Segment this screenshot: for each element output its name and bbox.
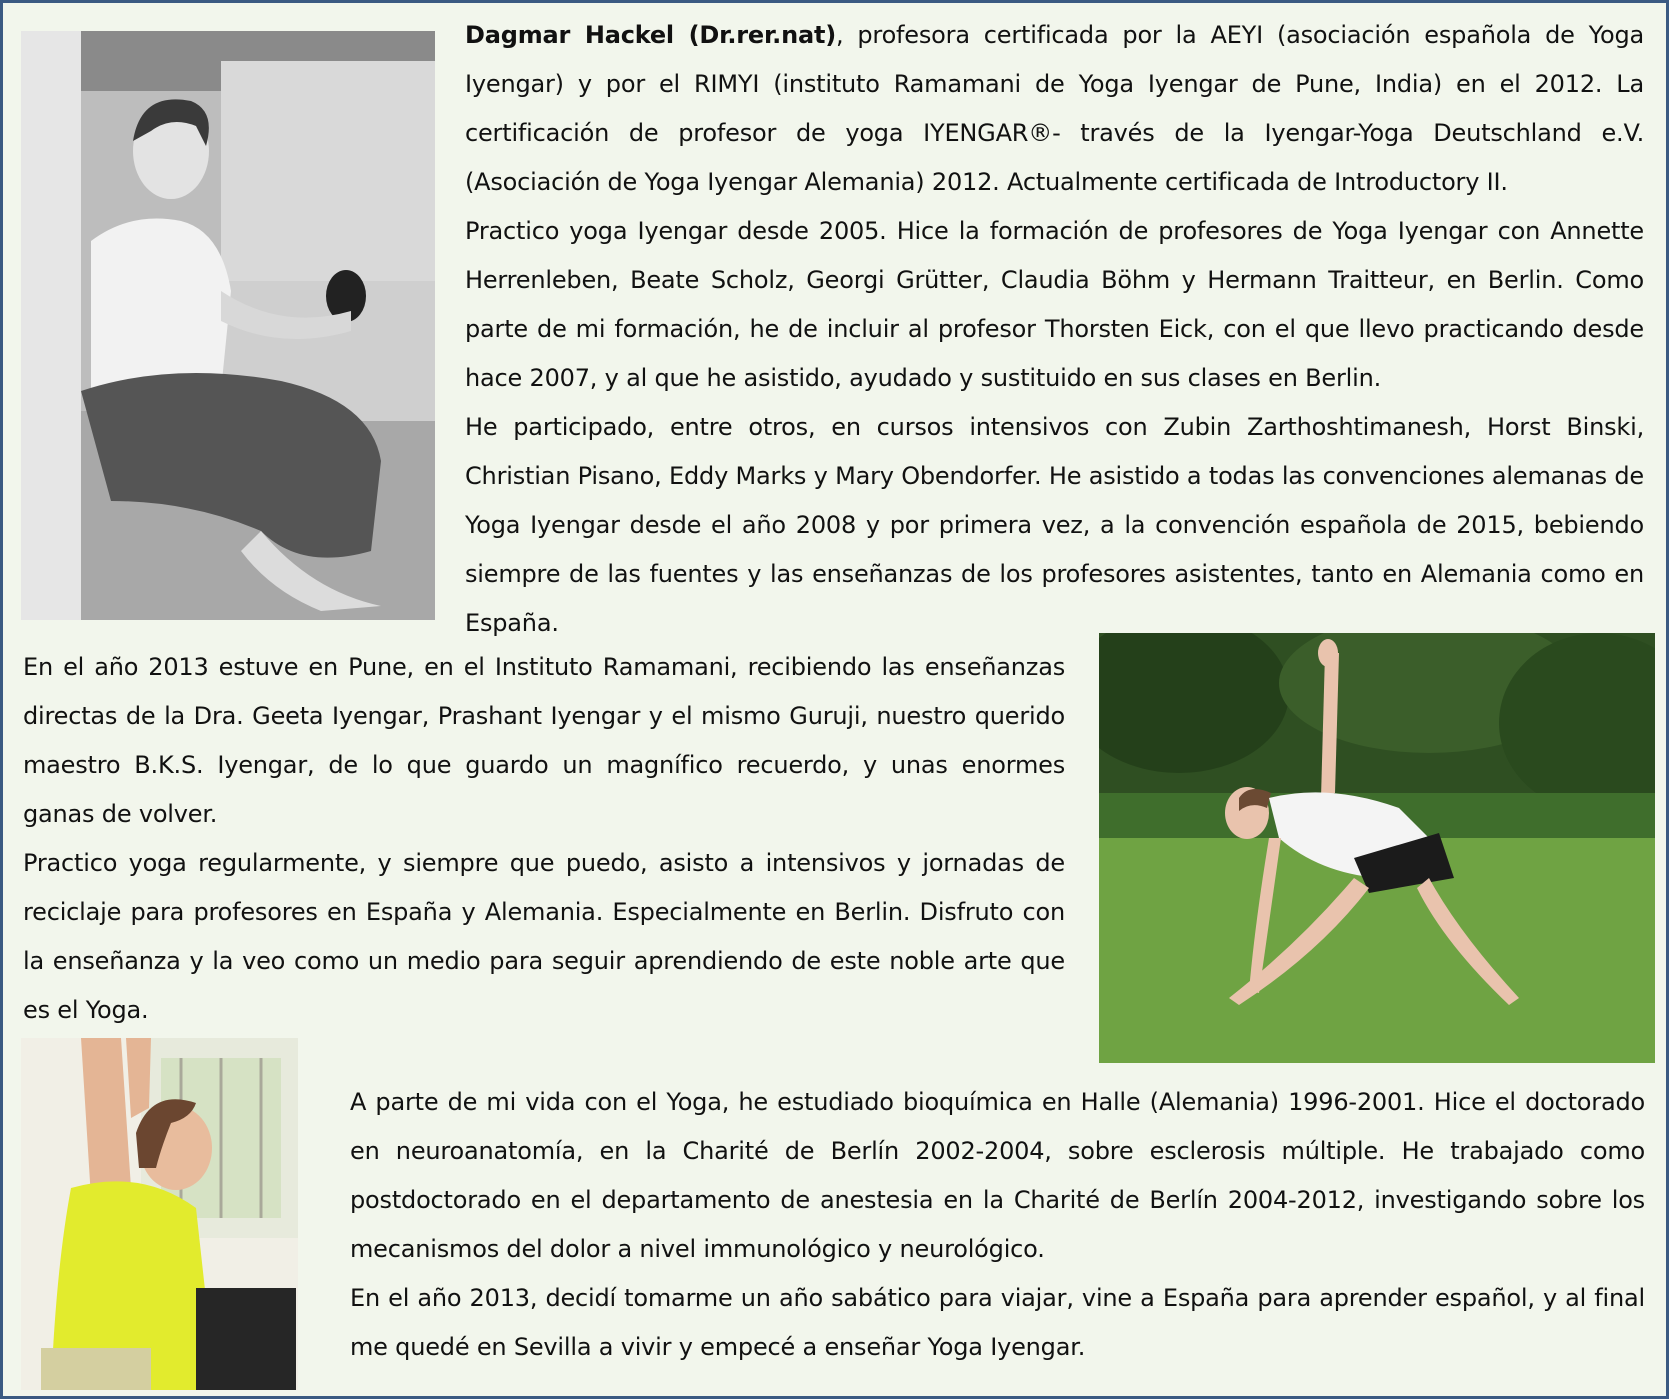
bottom-paragraph-studies: A parte de mi vida con el Yoga, he estudiado bioquímica en Halle (Alemania) 1996-2001. Hice el doctorado en neuroanatomía, en la Charité de Berlín 2002-2004, sobre esclerosis múltiple. He trabajado como postdoctorado en el departamento de anestesia en la Charité de Berlín 2004-2012, investigando sobre los mecanismos del dolor a nivel immunológico y neurológico. [350, 1088, 1645, 1263]
photo-arms-raised [21, 1038, 298, 1390]
intro-paragraph-training: Practico yoga Iyengar desde 2005. Hice la formación de profesores de Yoga Iyengar con Annette Herrenleben, Beate Scholz, Georgi Grütter, Claudia Böhm y Hermann Traitteur, en Berlin. Como parte de mi formación, he de incluir al profesor Thorsten Eick, con el que llevo practicando desde hace 2007, y al que he asistido, ayudado y sustituido en sus clases en Berlin. [465, 217, 1644, 392]
photo-seated-woman [21, 31, 435, 620]
intro-text-block [465, 11, 1644, 648]
intro-paragraph-certification [465, 11, 1644, 207]
middle-paragraph-practice: Practico yoga regularmente, y siempre que puedo, asisto a intensivos y jornadas de reciclaje para profesores en España y Alemania. Especialmente en Berlin. Disfruto con la enseñanza y la veo como un medio para seguir aprendiendo de este noble arte que es el Yoga. [23, 849, 1065, 1024]
middle-paragraph-pune: En el año 2013 estuve en Pune, en el Instituto Ramamani, recibiendo las enseñanzas directas de la Dra. Geeta Iyengar, Prashant Iyengar y el mismo Guruji, nuestro querido maestro B.K.S. Iyengar, de lo que guardo un magnífico recuerdo, y unas enormes ganas de volver. [23, 653, 1065, 828]
bottom-text-block [350, 1078, 1645, 1372]
intro-paragraph-certification-text: , profesora certificada por la AEYI (asociación española de Yoga Iyengar) y por el RIMYI (instituto Ramamani de Yoga Iyengar de Pune, India) en el 2012. La certificación de profesor de yoga IYENGAR®- través de la Iyengar-Yoga Deutschland e.V. (Asociación de Yoga Iyengar Alemania) 2012. Actualmente certificada de Introductory II. [465, 21, 1644, 196]
middle-text-block [23, 643, 1065, 1035]
intro-paragraph-intensives: He participado, entre otros, en cursos intensivos con Zubin Zarthoshtimanesh, Horst Binski, Christian Pisano, Eddy Marks y Mary Obendorfer. He asistido a todas las convenciones alemanas de Yoga Iyengar desde el año 2008 y por primera vez, a la convención española de 2015, bebiendo siempre de las fuentes y las enseñanzas de los profesores asistentes, tanto en Alemania como en España. [465, 413, 1644, 637]
bottom-paragraph-sevilla: En el año 2013, decidí tomarme un año sabático para viajar, vine a España para aprender español, y al final me quedé en Sevilla a vivir y empecé a enseñar Yoga Iyengar. [350, 1284, 1645, 1361]
teacher-name: Dagmar Hackel (Dr.rer.nat) [465, 21, 837, 49]
photo-triangle-pose [1099, 633, 1655, 1063]
